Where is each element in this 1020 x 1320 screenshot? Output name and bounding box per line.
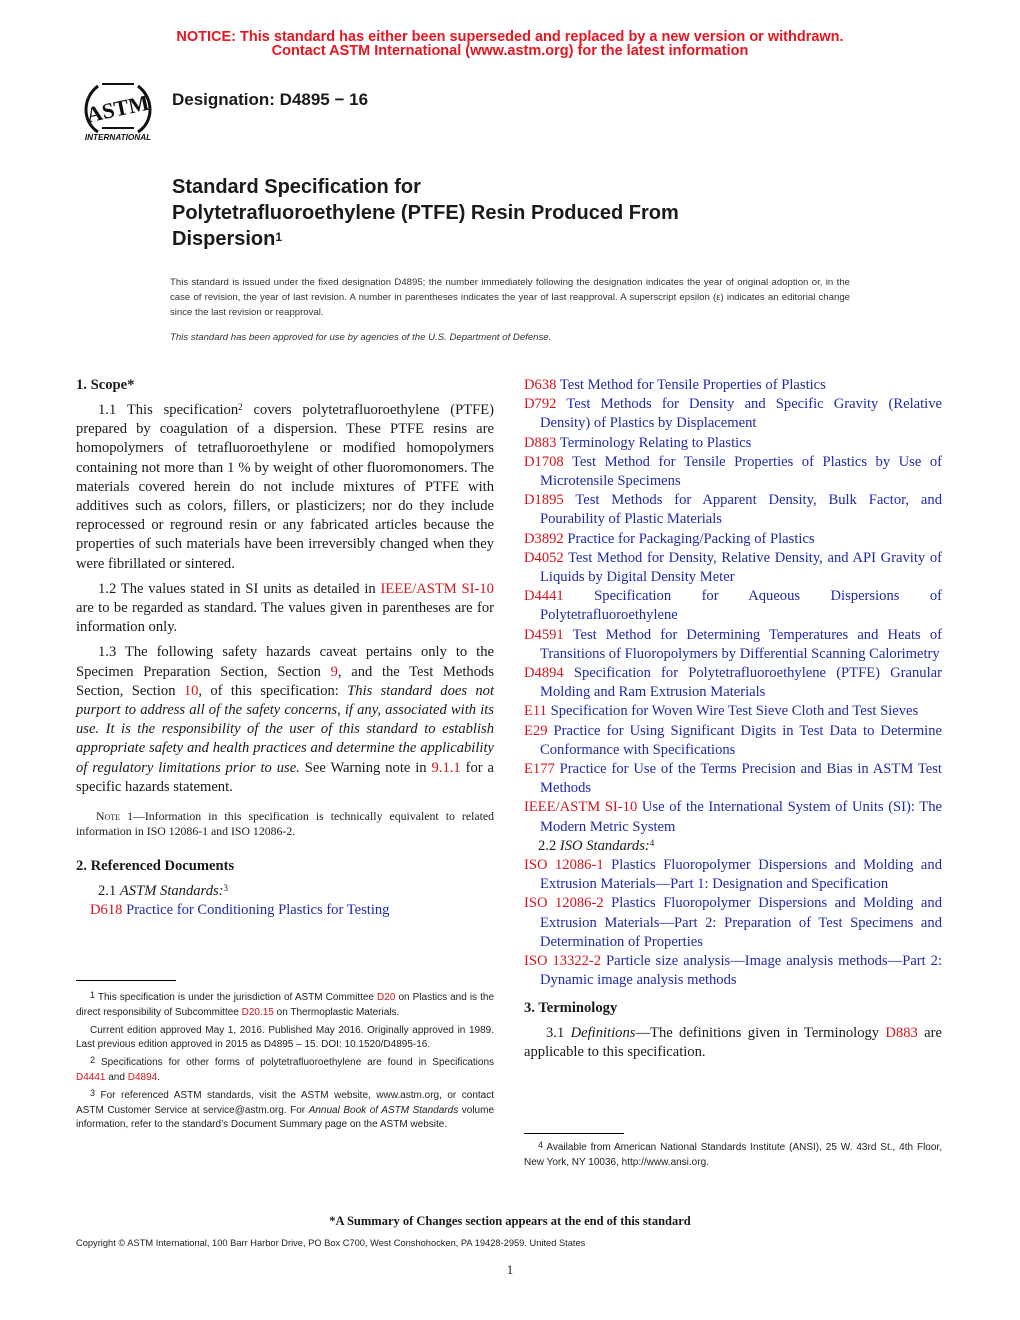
astm-ref-item <box>524 664 942 702</box>
link-d883[interactable]: D883 <box>885 1024 918 1041</box>
ref-title-link[interactable]: Plastics Fluoropolymer Dispersions and Molding and Extrusion Materials—Part 2: Preparation of Test Specimens and Determination of Properties <box>540 895 942 950</box>
ref-code-link[interactable]: D792 <box>524 396 557 413</box>
iso-reference-list <box>524 856 942 990</box>
ref-code-link[interactable]: D1708 <box>524 453 564 470</box>
iso-ref-item <box>524 894 942 952</box>
ref-code-link[interactable]: ISO 13322-2 <box>524 953 602 970</box>
footnote-1: $^1$ This specification is under the jurisdiction of ASTM Committee D20 on Plastics and is the direct responsibility of Subcommittee D20.15 on Thermoplastic Materials. <box>76 990 495 1018</box>
astm-ref-item <box>524 530 942 549</box>
ref-title-link[interactable]: Specification for Woven Wire Test Sieve Cloth and Test Sieves <box>546 703 919 720</box>
ref-code-link[interactable]: E29 <box>524 722 548 739</box>
ref-code-link[interactable]: E177 <box>524 761 555 778</box>
note-1: Note 1—Information in this specification is technically equivalent to related information in ISO 12086-1 and ISO 12086-2. <box>76 809 494 839</box>
footnote-4: $^4$ Available from American National Standards Institute (ANSI), 25 W. 43rd St., 4th Floor, New York, NY 10036, http://www.ansi.org. <box>524 1140 942 1168</box>
ref-title-link[interactable]: Use of the International System of Units (SI): The Modern Metric System <box>540 799 942 835</box>
ref-d618 <box>90 901 494 920</box>
astm-ref-item <box>524 798 942 836</box>
ref-code-link[interactable]: D1895 <box>524 492 564 509</box>
ref-title-link[interactable]: Specification for Aqueous Dispersions of Polytetrafluoroethylene <box>540 588 942 624</box>
logo-text: ASTM <box>84 89 152 128</box>
notice-line-2: Contact ASTM International (www.astm.org) for the latest information <box>271 43 749 59</box>
astm-ref-item <box>524 587 942 625</box>
astm-ref-item <box>524 626 942 664</box>
astm-ref-item <box>524 453 942 491</box>
right-column <box>524 376 942 1062</box>
link-d20[interactable]: D20 <box>377 992 396 1003</box>
scope-1-1: 1.1 This specification$^2$ covers polytetrafluoroethylene (PTFE) prepared by coagulation of a dispersion. These PTFE resins are homopolymers of tetrafluoroethylene or modified homopolymers containing not more than 1 % by weight of other fluoromonomers. The materials covered herein do not include mixtures of PTFE with additives such as colors, fillers, or plasticizers; nor do they include reprocessed or reground resin or any fabricated articles because the properties of such materials have been irreversibly changed when they were fibrillated or sintered. <box>76 402 494 572</box>
ref-title-link[interactable]: Test Method for Tensile Properties of Plastics by Use of Microtensile Specimens <box>540 453 942 490</box>
ref-title-link[interactable]: Practice for Packaging/Packing of Plastics <box>563 530 815 547</box>
title-line-2: Polytetrafluoroethylene (PTFE) Resin Produced From <box>172 202 679 224</box>
terminology-3-1: 3.1 Definitions—The definitions given in Terminology D883 are applicable to this specification. <box>524 1024 942 1060</box>
link-9-1-1[interactable]: 9.1.1 <box>431 759 461 776</box>
astm-ref-item <box>524 760 942 798</box>
iso-ref-item <box>524 952 942 990</box>
ref-code-link[interactable]: D883 <box>524 434 557 451</box>
footnote-2: $^2$ Specifications for other forms of polytetrafluoroethylene are found in Specifications D4441 and D4894. <box>76 1055 494 1083</box>
ref-code-link[interactable]: D3892 <box>524 530 564 547</box>
footnote-1-edition: Current edition approved May 1, 2016. Published May 2016. Originally approved in 1989. Last previous edition approved in 2015 as D4895 – 15. DOI: 10.1520/D4895-16. <box>76 1024 494 1051</box>
scope-1-3: 1.3 The following safety hazards caveat pertains only to the Specimen Preparation Section, Section 9, and the Test Methods Section, Section 10, of this specification: This standard does not purport to address all of the safety concerns, if any, associated with its use. It is the responsibility of the user of this standard to establish appropriate safety and health practices and determine the applicability of regulatory limitations prior to use. See Warning note in 9.1.1 for a specific hazards statement. <box>76 644 494 795</box>
astm-standards-label: 2.1 ASTM Standards:$^3$ <box>98 883 229 900</box>
astm-reference-list <box>524 376 942 837</box>
link-section-10[interactable]: 10 <box>183 682 199 699</box>
ref-title-link[interactable]: Test Method for Determining Temperatures and Heats of Transitions of Fluoropolymers by Differential Scanning Calorimetry <box>540 626 942 662</box>
ref-title-link[interactable]: Test Method for Density, Relative Density, and API Gravity of Liquids by Digital Density Meter <box>540 549 942 586</box>
link-section-9[interactable]: 9 <box>330 663 338 680</box>
footnote-3: $^3$ For referenced ASTM standards, visit the ASTM website, www.astm.org, or contact ASTM Customer Service at service@astm.org. For Annual Book of ASTM Standards volume information, refer to the standard’s Document Summary page on the ASTM website. <box>76 1087 495 1131</box>
ref-title-link[interactable]: Plastics Fluoropolymer Dispersions and Molding and Extrusion Materials—Part 1: Designation and Specification <box>540 857 942 893</box>
astm-ref-item <box>524 722 942 760</box>
issuance-note: This standard is issued under the fixed designation D4895; the number immediately following the designation indicates the year of original adoption or, in the case of revision, the year of last revision. A number in parentheses indicates the year of last reapproval. A superscript epsilon (ε) indicates an editorial change since the last revision or reapproval. <box>170 277 850 318</box>
left-column <box>76 376 494 920</box>
ref-code-link[interactable]: D4591 <box>524 626 564 643</box>
footnote-divider-left <box>76 980 176 981</box>
ref-code-link[interactable]: D618 <box>90 902 123 919</box>
astm-logo <box>76 76 160 142</box>
ref-code-link[interactable]: D638 <box>524 377 557 393</box>
scope-1-2: 1.2 The values stated in SI units as detailed in IEEE/ASTM SI-10 are to be regarded as standard. The values given in parentheses are for information only. <box>76 580 494 636</box>
logo-subtext: INTERNATIONAL <box>84 133 152 142</box>
ref-code-link[interactable]: E11 <box>524 703 547 720</box>
ref-title-link[interactable]: Practice for Using Significant Digits in Test Data to Determine Conformance with Specifications <box>540 722 942 758</box>
notice-line-1: NOTICE: This standard has either been superseded and replaced by a new version or withdrawn. <box>176 29 844 45</box>
referenced-docs-heading: 2. Referenced Documents <box>76 858 235 875</box>
ref-title-link[interactable]: Particle size analysis—Image analysis methods—Part 2: Dynamic image analysis methods <box>540 953 942 989</box>
designation: Designation: D4895 − 16 <box>172 90 369 109</box>
astm-ref-item <box>524 491 942 529</box>
title-line-3: Dispersion <box>172 228 276 250</box>
ref-code-link[interactable]: D4052 <box>524 549 564 566</box>
footnotes-left <box>76 991 494 1133</box>
iso-standards-label: 2.2 ISO Standards:$^4$ <box>538 837 655 854</box>
ref-title-link[interactable]: Specification for Polytetrafluoroethylene (PTFE) Granular Molding and Ram Extrusion Materials <box>540 665 942 701</box>
iso-ref-item <box>524 856 942 894</box>
ref-title-link[interactable]: Terminology Relating to Plastics <box>556 434 752 451</box>
astm-ref-item <box>524 434 942 453</box>
link-ieee-si10[interactable]: IEEE/ASTM SI-10 <box>380 580 494 597</box>
document-title <box>172 174 892 252</box>
link-d4441[interactable]: D4441 <box>76 1071 106 1083</box>
title-line-1: Standard Specification for <box>172 176 421 198</box>
scope-heading: 1. Scope* <box>76 377 135 393</box>
copyright: Copyright © ASTM International, 100 Barr Harbor Drive, PO Box C700, West Conshohocken, PA 19428-2959. United States <box>76 1238 586 1248</box>
link-d4894[interactable]: D4894 <box>127 1071 158 1083</box>
astm-ref-item <box>524 702 942 721</box>
ref-title-link[interactable]: Test Method for Tensile Properties of Plastics <box>556 377 826 393</box>
page-number: 1 <box>506 1262 514 1277</box>
footnote-ref-2[interactable]: 2 <box>238 402 243 412</box>
summary-of-changes-note: *A Summary of Changes section appears at the end of this standard <box>329 1214 691 1228</box>
ref-code-link[interactable]: ISO 12086-1 <box>524 857 604 874</box>
ref-title-link[interactable]: Practice for Use of the Terms Precision and Bias in ASTM Test Methods <box>540 761 942 797</box>
ref-code-link[interactable]: ISO 12086-2 <box>524 895 604 912</box>
footnote-divider-right <box>524 1133 624 1134</box>
link-d20-15[interactable]: D20.15 <box>241 1006 274 1018</box>
title-footnote-marker: 1 <box>275 230 283 244</box>
ref-title-link[interactable]: Test Methods for Apparent Density, Bulk Factor, and Pourability of Plastic Materials <box>540 492 942 528</box>
ref-code-link[interactable]: D4894 <box>524 665 564 682</box>
dod-note: This standard has been approved for use by agencies of the U.S. Department of Defense. <box>170 332 552 343</box>
astm-ref-item <box>524 395 942 433</box>
astm-ref-item <box>524 549 942 587</box>
ref-title-link[interactable]: Practice for Conditioning Plastics for Testing <box>122 902 390 919</box>
terminology-heading: 3. Terminology <box>524 999 618 1016</box>
astm-ref-item <box>524 376 942 395</box>
ref-title-link[interactable]: Test Methods for Density and Specific Gravity (Relative Density) of Plastics by Displacement <box>540 396 942 432</box>
ref-code-link[interactable]: IEEE/ASTM SI-10 <box>524 799 638 816</box>
ref-code-link[interactable]: D4441 <box>524 588 564 605</box>
